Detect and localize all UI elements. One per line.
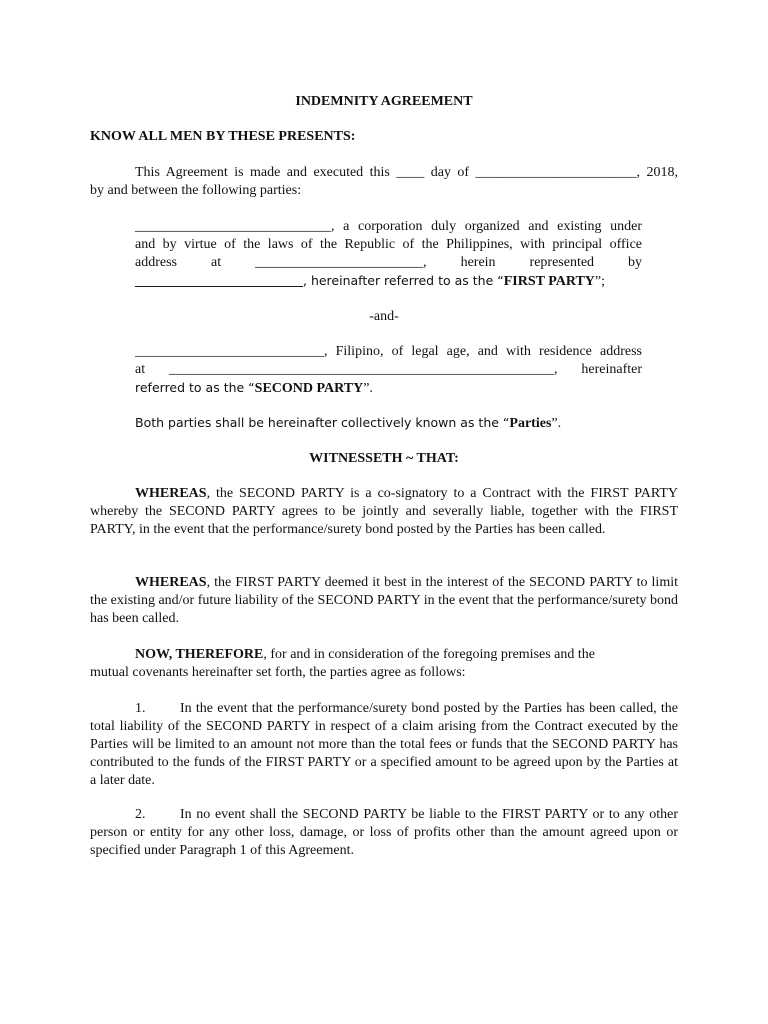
first-party-line-4: [135, 272, 642, 291]
second-party-line-3: [135, 379, 642, 398]
first-party-line-2: and by virtue of the laws of the Republic of the Philippines, with principal office: [135, 237, 642, 252]
clause-2-text: In no event shall the SECOND PARTY be liable to the FIRST PARTY or to any other person or entity for any other loss, damage, or loss of profits other than the amount agreed upon or specified under Paragraph 1 of this Agreement.: [90, 807, 678, 858]
clause-1-text: In the event that the performance/surety bond posted by the Parties has been called, the total liability of the SECOND PARTY in respect of a claim arising from the Contract executed by the Parties will be limited to an amount not more than the total fees or funds that the SECOND PARTY has contributed to the funds of the FIRST PARTY or a specified amount to be agreed upon by the Parties at a later date.: [90, 701, 678, 788]
intro-paragraph: [90, 164, 678, 200]
clause-1: [90, 700, 678, 790]
clause-2-number: 2.: [135, 807, 146, 822]
parties-label: Parties: [509, 416, 552, 431]
whereas-2-label: WHEREAS: [135, 575, 207, 590]
residence-address-blank: _______________________________________________________,: [169, 362, 558, 377]
therefore-line-2: mutual covenants hereinafter set forth, the parties agree as follows:: [90, 665, 466, 680]
word-herein: herein: [460, 255, 496, 270]
second-party-reference-end: ”.: [363, 381, 373, 396]
therefore-paragraph: [90, 646, 678, 682]
word-represented: represented: [529, 255, 595, 270]
collective-end: ”.: [551, 416, 562, 431]
therefore-text-1: , for and in consideration of the foregoing premises and the: [263, 647, 595, 662]
whereas-1-label: WHEREAS: [135, 486, 207, 501]
and-separator: -and-: [369, 309, 399, 324]
clause-1-number: 1.: [135, 701, 146, 716]
second-party-line-1: ___________________________, Filipino, of legal age, and with residence address: [135, 344, 642, 359]
office-address-blank: ________________________,: [255, 255, 427, 270]
word-at: at: [210, 255, 222, 270]
word-address: address: [135, 255, 177, 270]
second-party-label: SECOND PARTY: [254, 381, 364, 396]
first-party-line-3: [135, 254, 642, 272]
second-party-paragraph: [135, 343, 642, 398]
whereas-paragraph-2: [90, 574, 678, 628]
second-party-line-2: [135, 361, 642, 379]
representative-blank: ________________________: [135, 274, 303, 289]
witnesseth-heading: WITNESSETH ~ THAT:: [309, 451, 459, 466]
word-hereinafter: hereinafter: [581, 362, 643, 377]
intro-line-2: by and between the following parties:: [90, 183, 302, 198]
therefore-line-1: [90, 646, 678, 664]
first-party-reference-end: ”;: [594, 274, 605, 289]
preamble-heading: KNOW ALL MEN BY THESE PRESENTS:: [90, 129, 356, 144]
first-party-reference-text: , hereinafter referred to as the “: [303, 273, 504, 288]
clause-2: [90, 806, 678, 860]
collective-paragraph: [135, 414, 642, 433]
second-party-reference-text: referred to as the “: [135, 380, 255, 395]
intro-line-1: This Agreement is made and executed this ____ day of _______________________, 2018,: [135, 165, 678, 180]
whereas-1-text: , the SECOND PARTY is a co-signatory to a Contract with the FIRST PARTY whereby the SECOND PARTY agrees to be jointly and severally liable, together with the FIRST PARTY, in the event that the performance/surety bond posted by the Parties has been called.: [90, 486, 678, 537]
whereas-2-text: , the FIRST PARTY deemed it best in the interest of the SECOND PARTY to limit the existing and/or future liability of the SECOND PARTY in the event that the performance/surety bond has been called.: [90, 575, 678, 626]
first-party-label: FIRST PARTY: [503, 274, 595, 289]
collective-text: Both parties shall be hereinafter collectively known as the “: [135, 415, 510, 430]
therefore-label: NOW, THEREFORE: [135, 647, 264, 662]
document-title: INDEMNITY AGREEMENT: [295, 94, 473, 109]
word-by: by: [628, 255, 643, 270]
first-party-paragraph: [135, 218, 642, 291]
first-party-line-1: ____________________________, a corporation duly organized and existing under: [135, 219, 642, 234]
word-at: at: [135, 362, 146, 377]
whereas-paragraph-1: [90, 485, 678, 539]
